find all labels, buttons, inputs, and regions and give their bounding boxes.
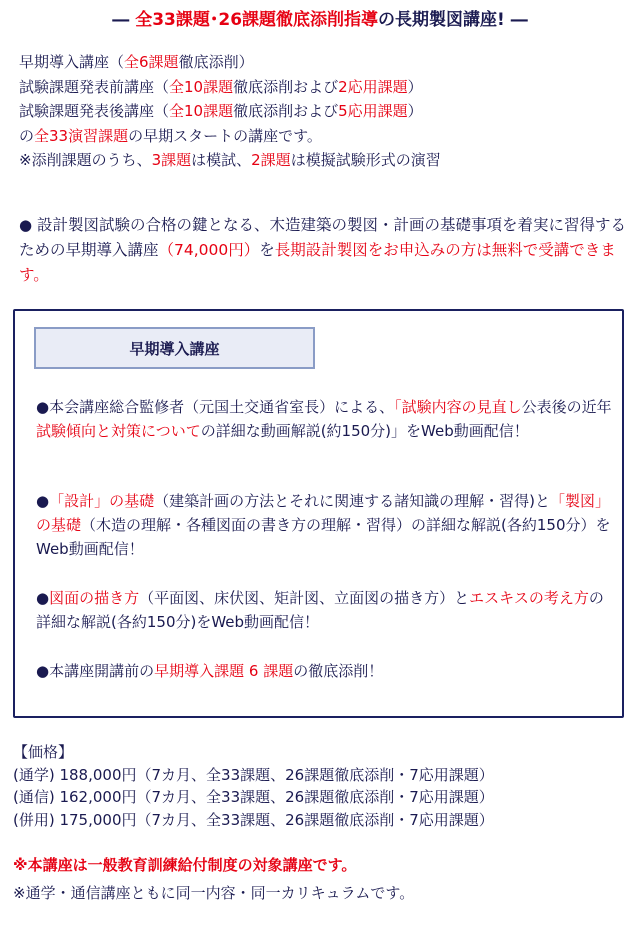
intro-highlight: 3課題 bbox=[151, 151, 192, 169]
box-text: （建築計画の方法とそれに関連する諸知識の理解・習得)と bbox=[154, 492, 550, 510]
intro-text: ） bbox=[407, 102, 423, 120]
feature-price: （74,000円） bbox=[158, 241, 260, 259]
intro-highlight: 全33演習課題 bbox=[34, 126, 129, 145]
curriculum-note: ※通学・通信講座ともに同一内容・同一カリキュラムです。 bbox=[13, 884, 415, 902]
intro-highlight: 2課題 bbox=[251, 151, 291, 169]
heading-highlight: 全33課題･26課題徹底添削指導 bbox=[135, 10, 379, 30]
intro-highlight: 全10課題 bbox=[169, 102, 234, 120]
price-row-commute: (通学) 188,000円（7カ月、全33課題、26課題徹底添削・7応用課題） bbox=[13, 765, 494, 784]
intro-highlight: 2応用課題 bbox=[338, 77, 408, 96]
feature-text: 設計製図試験の合格の鍵となる、木造建築の製図・計画の基礎事項を着実に習得するための早期導入講座 bbox=[19, 216, 627, 259]
feature-highlight: 長期設計製図をお申込みの方は無料で受講できます。 bbox=[19, 241, 616, 284]
box-text: 本講座開講前の bbox=[49, 662, 155, 680]
intro-line-before bbox=[19, 75, 441, 100]
box-text: の徹底添削！ bbox=[293, 662, 384, 680]
heading-suffix: の長期製図講座! ― bbox=[378, 10, 528, 30]
intro-text: 徹底添削および bbox=[233, 77, 339, 96]
pricing-header: 【価格】 bbox=[13, 743, 74, 761]
intro-text: ） bbox=[407, 77, 423, 96]
bullet-icon: ● bbox=[36, 398, 50, 416]
box-highlight: 試験傾向と対策について bbox=[36, 422, 201, 440]
intro-text: は模擬試験形式の演習 bbox=[290, 151, 441, 169]
intro-text: の bbox=[19, 126, 35, 145]
box-text: （木造の理解・各種図面の書き方の理解・習得）の詳細な解説(各約150分）を Web動画配信！ bbox=[36, 516, 611, 558]
feature-paragraph bbox=[19, 213, 627, 288]
intro-text: 徹底添削） bbox=[178, 53, 254, 71]
box-highlight: 「試験内容の見直し bbox=[394, 398, 522, 416]
price-row-combined: (併用) 175,000円（7カ月、全33課題、26課題徹底添削・7応用課題） bbox=[13, 810, 494, 829]
bullet-icon: ● bbox=[36, 662, 50, 680]
intro-line-early bbox=[19, 50, 441, 75]
intro-text: 徹底添削および bbox=[233, 102, 339, 120]
intro-line-note bbox=[19, 148, 441, 173]
intro-line-after bbox=[19, 99, 441, 124]
box-highlight: 図面の描き方 bbox=[49, 589, 140, 607]
box-text: の詳細な動画解説(約150分)」をWeb動画配信！ bbox=[200, 422, 529, 440]
intro-highlight: 全6課題 bbox=[124, 53, 179, 71]
box-text: の詳細な解説(各約150分)をWeb動画配信！ bbox=[36, 589, 604, 631]
intro-highlight: 5応用課題 bbox=[338, 102, 408, 120]
box-highlight: 「設計」の基礎 bbox=[49, 492, 155, 510]
heading-dash: ― bbox=[112, 10, 136, 30]
intro-text: は模試、 bbox=[191, 151, 252, 169]
early-course-title: 早期導入講座 bbox=[34, 327, 315, 369]
box-text: （平面図、床伏図、矩計図、立面図の描き方）と bbox=[139, 589, 470, 607]
box-item-correction bbox=[36, 659, 616, 683]
bullet-icon: ● bbox=[36, 589, 50, 607]
box-highlight: 「製図」の基礎 bbox=[36, 492, 610, 534]
intro-text: の早期スタートの講座です。 bbox=[128, 126, 322, 145]
intro-text: 早期導入講座（ bbox=[19, 53, 125, 71]
box-text: 公表後の近年 bbox=[521, 398, 612, 416]
benefit-note: ※本講座は一般教育訓練給付制度の対象講座です。 bbox=[13, 856, 357, 874]
box-item-basics-video bbox=[36, 489, 616, 561]
box-highlight: エスキスの考え方 bbox=[469, 589, 589, 607]
intro-section bbox=[19, 50, 441, 173]
intro-text: 試験課題発表前講座（ bbox=[19, 77, 170, 96]
bullet-icon: ● bbox=[19, 216, 33, 234]
intro-text: 試験課題発表後講座（ bbox=[19, 102, 170, 120]
box-item-drawing-video bbox=[36, 586, 616, 634]
early-course-box bbox=[13, 309, 624, 718]
intro-line-total bbox=[19, 124, 441, 149]
price-row-correspondence: (通信) 162,000円（7カ月、全33課題、26課題徹底添削・7応用課題） bbox=[13, 788, 494, 806]
intro-text: ※添削課題のうち、 bbox=[19, 151, 152, 169]
box-highlight: 早期導入課題 6 課題 bbox=[154, 662, 294, 680]
intro-highlight: 全10課題 bbox=[169, 77, 234, 96]
page-heading bbox=[0, 8, 640, 32]
box-text: 本会講座総合監修者（元国土交通省室長）による、 bbox=[49, 398, 395, 416]
bullet-icon: ● bbox=[36, 492, 50, 510]
feature-text: を bbox=[259, 241, 275, 259]
box-item-supervisor-video bbox=[36, 395, 616, 443]
pricing-section bbox=[13, 741, 494, 831]
